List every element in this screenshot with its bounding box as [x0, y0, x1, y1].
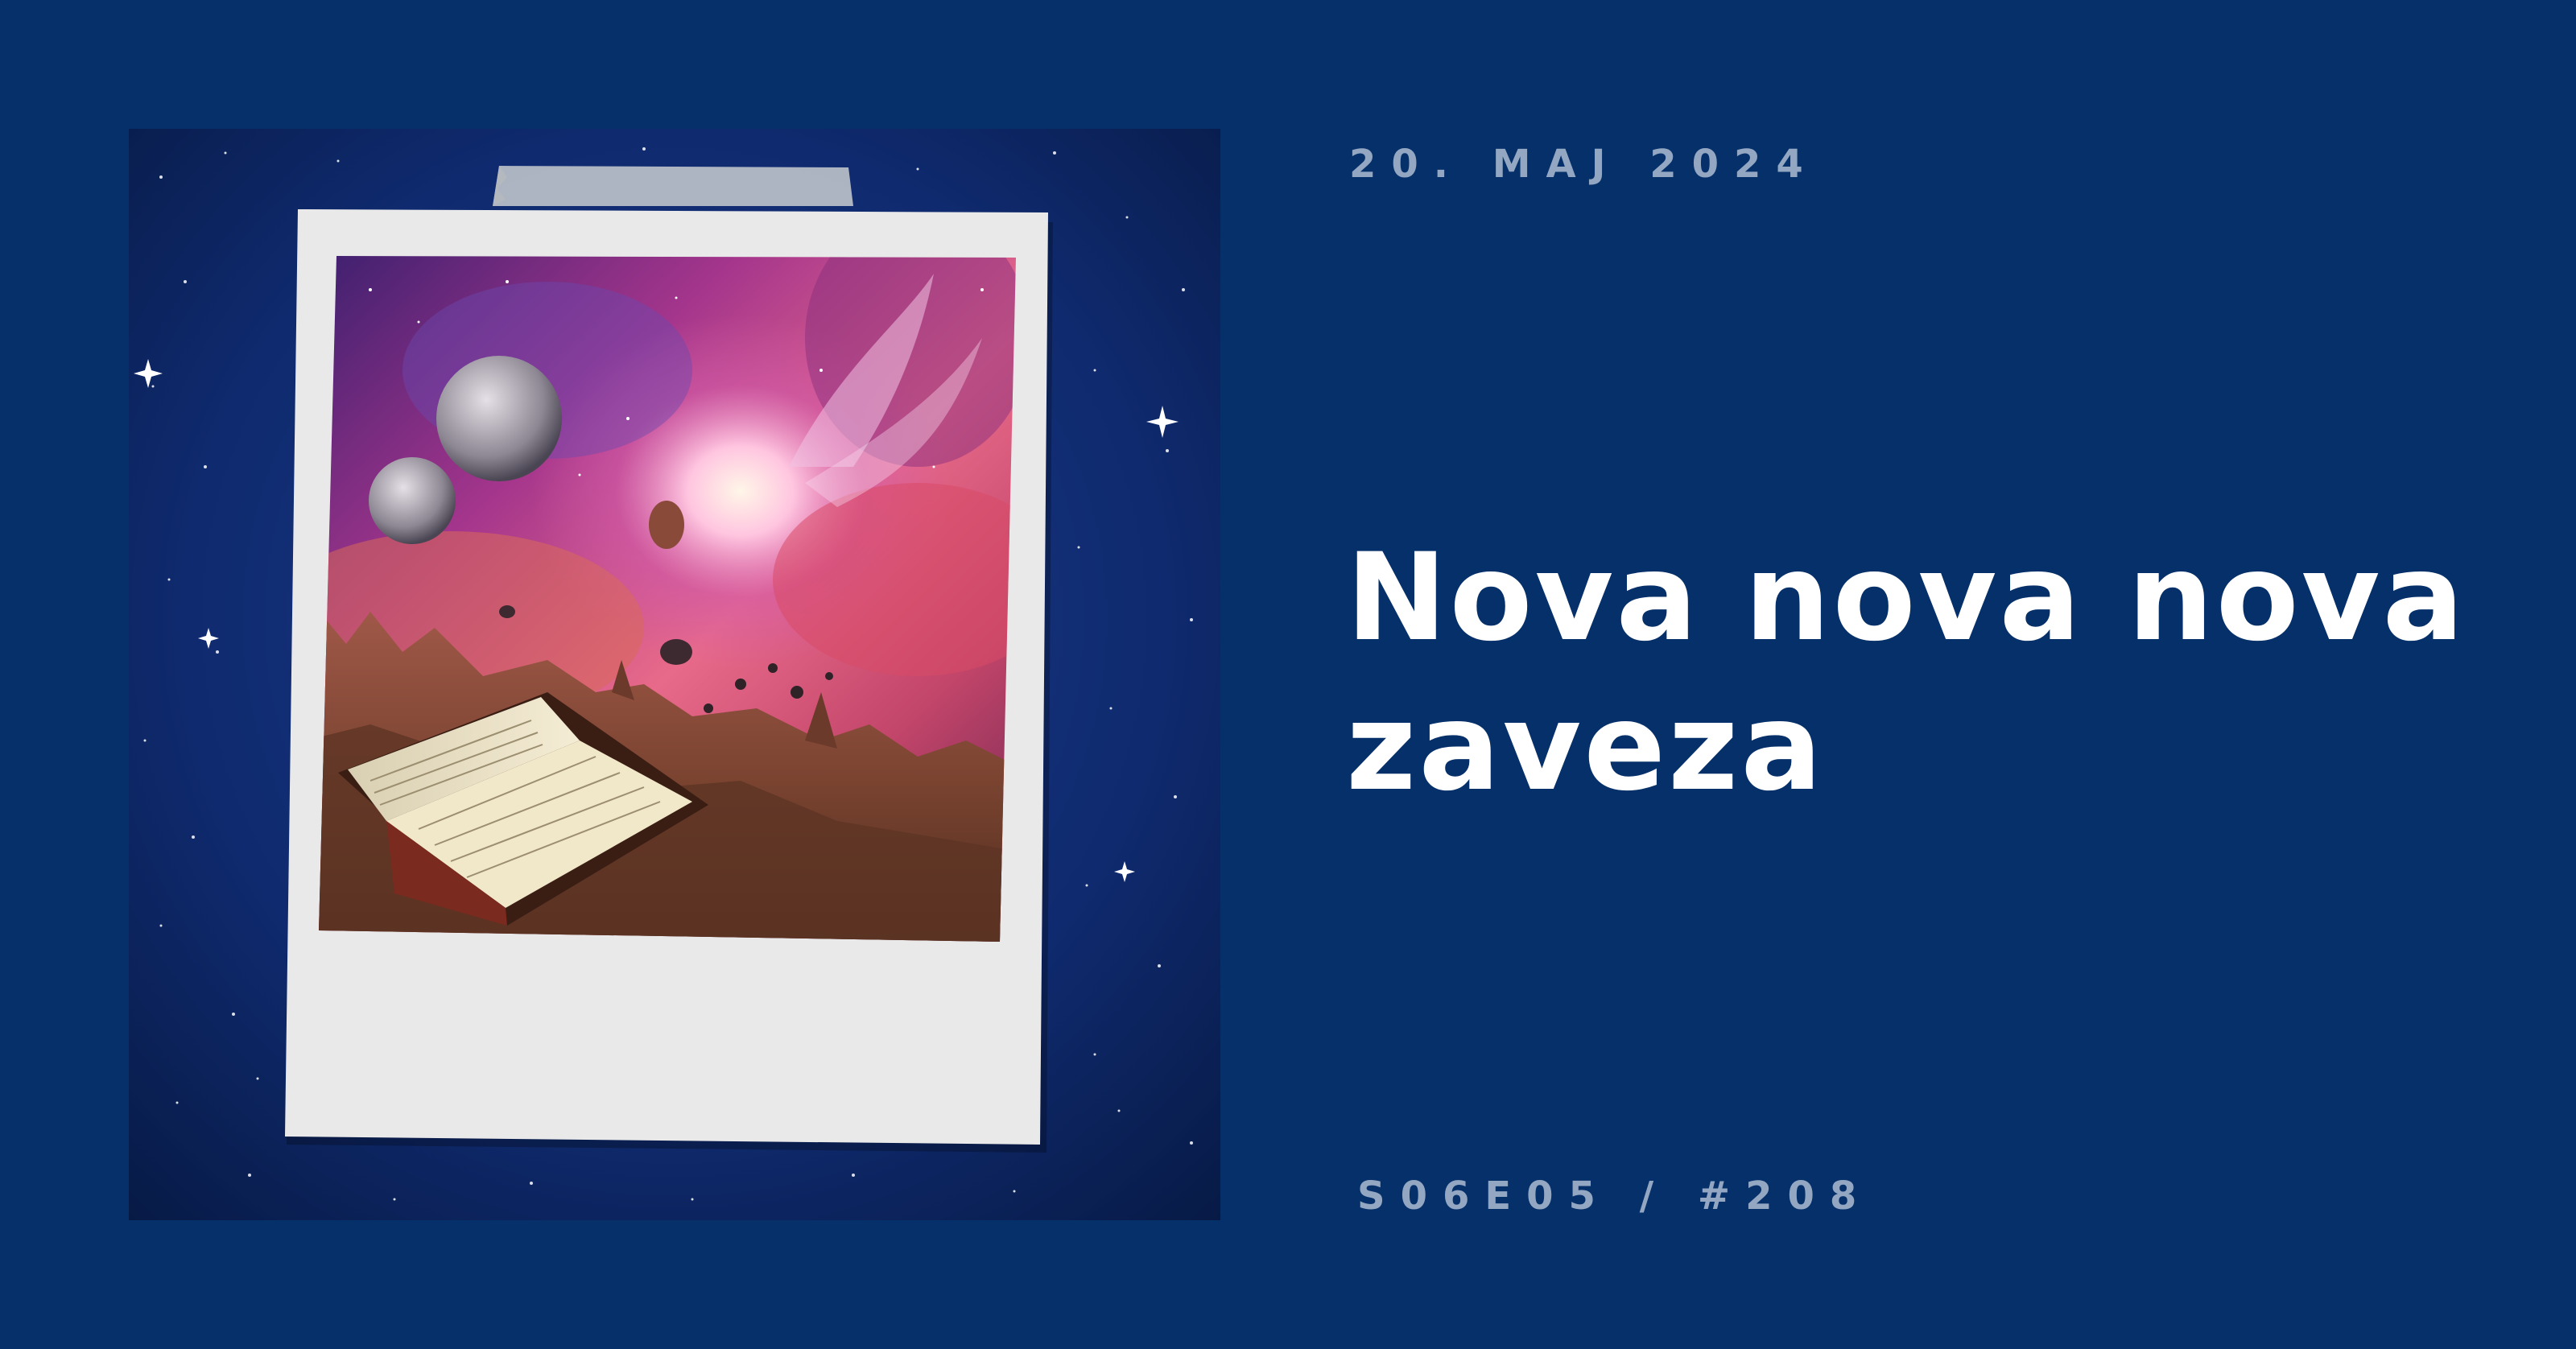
- episode-title: [1346, 523, 2473, 823]
- episode-title-line-1: Nova nova nova: [1346, 528, 2467, 668]
- polaroid-cosmic-bible-image: [129, 129, 1220, 1220]
- cover-art: [129, 129, 1220, 1220]
- episode-date: 20. MAJ 2024: [1349, 142, 1818, 187]
- episode-code: S06E05 / #208: [1357, 1174, 1872, 1219]
- episode-title-line-2: zaveza: [1346, 678, 1825, 818]
